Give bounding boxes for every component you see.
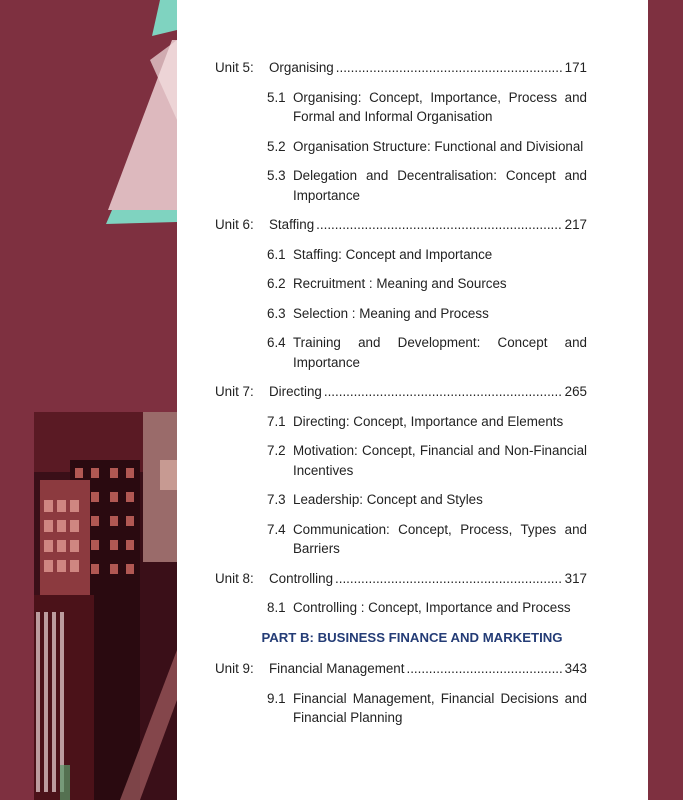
toc-unit-7[interactable]: [215, 382, 587, 402]
unit-title: Controlling: [269, 570, 334, 586]
unit-page-number: 343: [564, 661, 587, 676]
toc-subitem[interactable]: [267, 88, 587, 127]
subitem-text: Communication: Concept, Process, Types and Barriers: [293, 521, 587, 556]
toc-subitem[interactable]: [267, 412, 587, 432]
toc-unit-5[interactable]: [215, 58, 587, 78]
unit-number: Unit 6:: [215, 217, 254, 232]
dot-leader: [336, 58, 563, 78]
unit-number: Unit 8:: [215, 570, 254, 586]
unit-title: Organising: [269, 60, 334, 75]
unit-number: Unit 7:: [215, 384, 254, 399]
subitem-number: 8.1: [267, 600, 286, 615]
subitem-text: Organisation Structure: Functional and Divisional: [293, 138, 584, 154]
subitem-number: 5.3: [267, 168, 286, 183]
subitem-text: Staffing: Concept and Importance: [293, 246, 493, 262]
subitem-text: Organising: Concept, Importance, Process and Formal and Informal Organisation: [293, 89, 587, 124]
dot-leader: [324, 382, 563, 402]
toc-page: [177, 0, 648, 800]
toc-subitem[interactable]: [267, 166, 587, 205]
toc-subitem[interactable]: [267, 304, 587, 324]
toc-subitem[interactable]: [267, 689, 587, 728]
teal-bar-shape: [106, 210, 177, 224]
toc-unit-8[interactable]: [215, 569, 587, 589]
dot-leader: [406, 659, 562, 679]
subitem-number: 7.1: [267, 413, 286, 429]
toc-subitem[interactable]: [267, 274, 587, 294]
subitem-text: Training and Development: Concept and Importance: [293, 335, 587, 370]
subitem-number: 7.3: [267, 492, 286, 507]
unit-page-number: 171: [564, 60, 587, 75]
toc-unit-6[interactable]: [215, 215, 587, 235]
subitem-number: 6.1: [267, 246, 286, 262]
subitem-text: Directing: Concept, Importance and Elements: [293, 413, 564, 429]
unit-page-number: 217: [564, 217, 587, 232]
unit-number: Unit 9:: [215, 661, 254, 676]
subitem-text: Delegation and Decentralisation: Concept and Importance: [293, 168, 587, 203]
subitem-number: 6.3: [267, 305, 286, 321]
dot-leader: [316, 215, 562, 235]
table-of-contents: [215, 58, 587, 738]
subitem-number: 7.2: [267, 443, 286, 458]
unit-title: Financial Management: [269, 661, 405, 676]
toc-subitem[interactable]: [267, 441, 587, 480]
toc-unit-9[interactable]: [215, 659, 587, 679]
subitem-text: Motivation: Concept, Financial and Non-Financial Incentives: [293, 443, 587, 478]
subitem-text: Financial Management, Financial Decisions and Financial Planning: [293, 690, 587, 725]
subitem-number: 7.4: [267, 521, 286, 537]
toc-subitem[interactable]: [267, 490, 587, 510]
unit-title: Directing: [269, 384, 322, 399]
subitem-number: 5.1: [267, 89, 286, 105]
unit-page-number: 265: [564, 384, 587, 399]
dot-leader: [335, 569, 563, 589]
toc-subitem[interactable]: [267, 333, 587, 372]
toc-subitem[interactable]: [267, 598, 587, 618]
unit-number: Unit 5:: [215, 60, 254, 75]
toc-subitem[interactable]: [267, 137, 587, 157]
subitem-text: Controlling : Concept, Importance and Process: [293, 600, 571, 615]
subitem-number: 6.4: [267, 335, 286, 350]
subitem-text: Recruitment : Meaning and Sources: [293, 276, 507, 291]
toc-subitem[interactable]: [267, 520, 587, 559]
unit-page-number: 317: [564, 570, 587, 586]
part-b-heading: PART B: BUSINESS FINANCE AND MARKETING: [261, 629, 563, 645]
toc-subitem[interactable]: [267, 245, 587, 265]
subitem-number: 6.2: [267, 276, 286, 291]
subitem-number: 5.2: [267, 138, 286, 154]
subitem-text: Selection : Meaning and Process: [293, 305, 489, 321]
unit-title: Staffing: [269, 217, 315, 232]
subitem-text: Leadership: Concept and Styles: [293, 492, 483, 507]
subitem-number: 9.1: [267, 690, 286, 706]
